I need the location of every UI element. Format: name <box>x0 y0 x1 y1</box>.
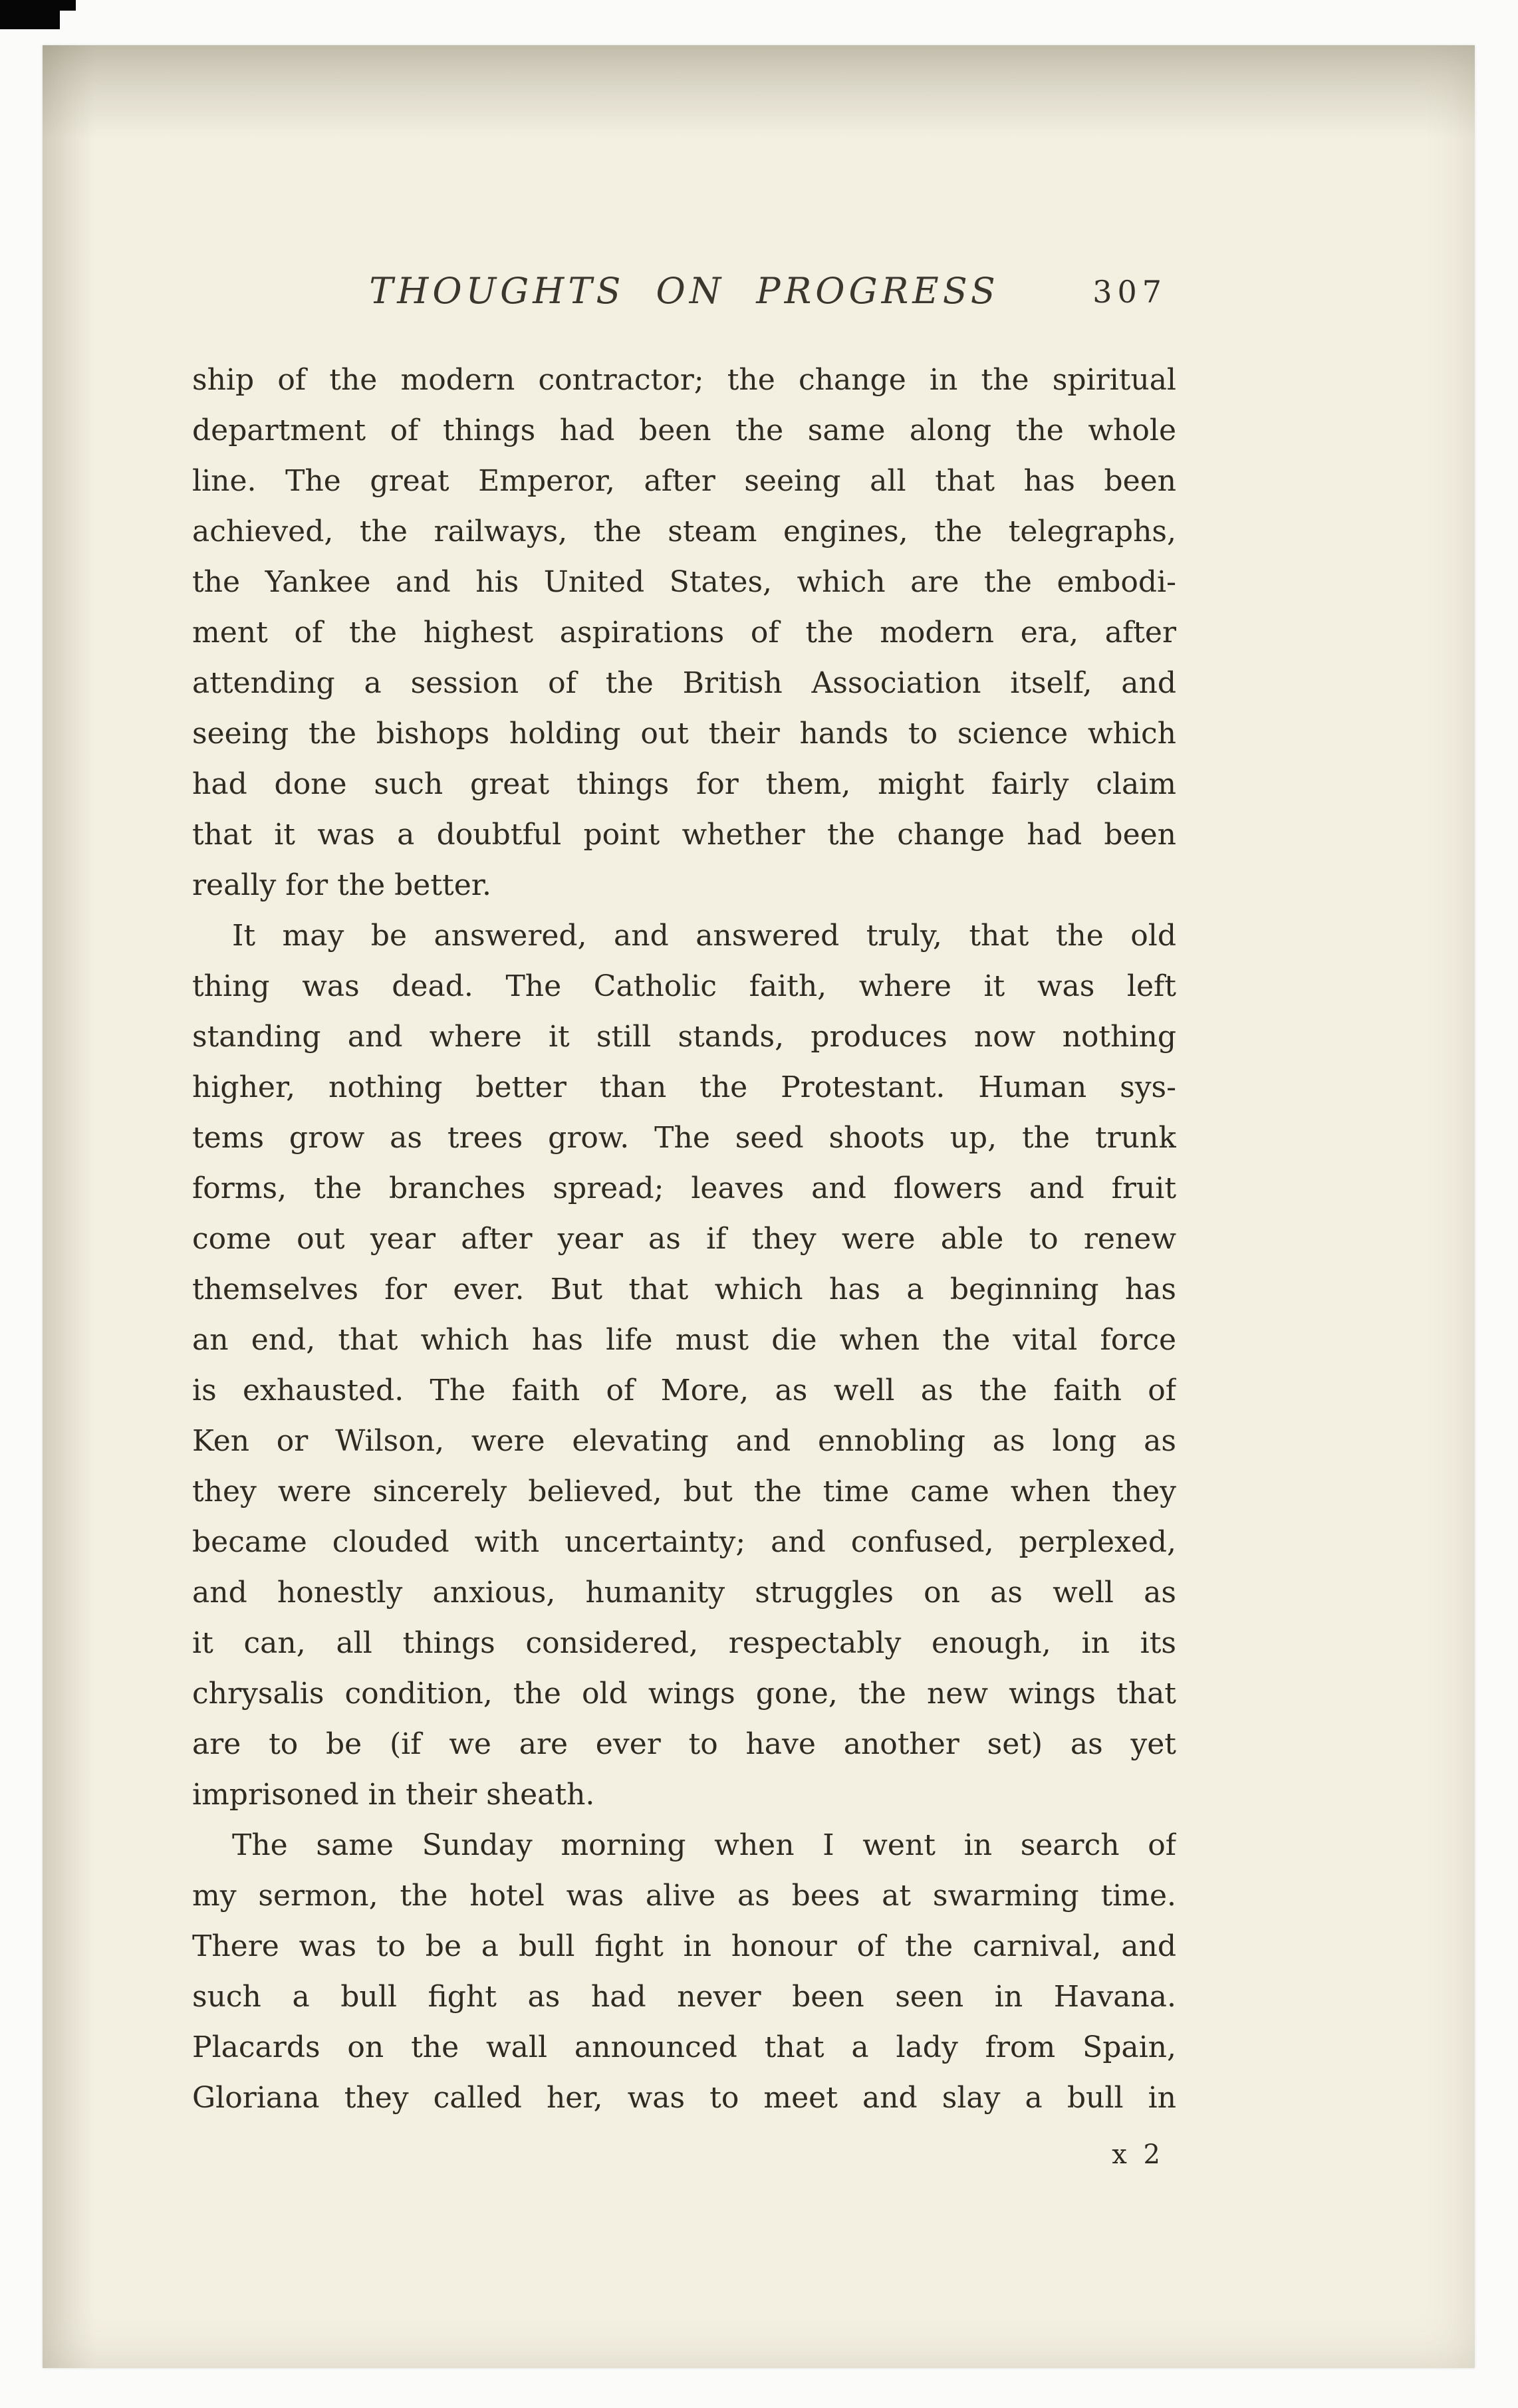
text-line: seeing the bishops holding out their hands to science which <box>192 717 1176 751</box>
text-line: come out year after year as if they were able to renew <box>192 1222 1176 1256</box>
paragraph <box>192 355 1176 911</box>
text-line: higher, nothing better than the Protestant. Human sys- <box>192 1070 1176 1104</box>
book-page <box>43 45 1475 2368</box>
text-line: an end, that which has life must die when the vital force <box>192 1323 1176 1357</box>
text-line: ment of the highest aspirations of the modern era, after <box>192 616 1176 650</box>
text-line: tems grow as trees grow. The seed shoots up, the trunk <box>192 1121 1176 1155</box>
text-line: imprisoned in their sheath. <box>192 1778 595 1812</box>
text-line: really for the better. <box>192 868 491 902</box>
text-line: the Yankee and his United States, which are the embodi- <box>192 565 1176 599</box>
text-line: such a bull fight as had never been seen in Havana. <box>192 1980 1176 2014</box>
text-line: standing and where it still stands, produces now nothing <box>192 1020 1176 1054</box>
text-line: It may be answered, and answered truly, that the old <box>232 919 1176 953</box>
text-line: Ken or Wilson, were elevating and ennobling as long as <box>192 1424 1176 1458</box>
text-line: my sermon, the hotel was alive as bees at swarming time. <box>192 1879 1176 1913</box>
text-line: department of things had been the same along the whole <box>192 414 1176 447</box>
scan-artifact-corner <box>0 0 60 29</box>
text-line: achieved, the railways, the steam engines, the telegraphs, <box>192 515 1176 548</box>
text-line: and honestly anxious, humanity struggles on as well as <box>192 1576 1176 1610</box>
running-header <box>192 270 1176 316</box>
text-line: thing was dead. The Catholic faith, where it was left <box>192 969 1176 1003</box>
text-line: that it was a doubtful point whether the change had been <box>192 818 1176 852</box>
running-header-title: THOUGHTS ON PROGRESS <box>369 270 999 312</box>
text-line: forms, the branches spread; leaves and flowers and fruit <box>192 1171 1176 1205</box>
text-line: Gloriana they called her, was to meet and slay a bull in <box>192 2081 1176 2115</box>
text-line: they were sincerely believed, but the time came when they <box>192 1475 1176 1508</box>
text-line: became clouded with uncertainty; and confused, perplexed, <box>192 1525 1176 1559</box>
signature-mark: x 2 <box>1112 2139 1164 2170</box>
text-line: is exhausted. The faith of More, as well as the faith of <box>192 1374 1176 1407</box>
text-line: it can, all things considered, respectably enough, in its <box>192 1626 1176 1660</box>
body-text <box>192 355 1176 2123</box>
text-line: ship of the modern contractor; the change in the spiritual <box>192 363 1176 397</box>
scan-artifact-corner-small <box>60 0 76 11</box>
paragraph <box>192 1820 1176 2123</box>
text-line: There was to be a bull fight in honour of the carnival, and <box>192 1929 1176 1963</box>
text-line: The same Sunday morning when I went in search of <box>232 1828 1176 1862</box>
text-line: chrysalis condition, the old wings gone, the new wings that <box>192 1677 1176 1711</box>
text-line: had done such great things for them, might fairly claim <box>192 767 1176 801</box>
text-line: themselves for ever. But that which has a beginning has <box>192 1272 1176 1306</box>
text-line: are to be (if we are ever to have another set) as yet <box>192 1727 1176 1761</box>
text-line: line. The great Emperor, after seeing all that has been <box>192 464 1176 498</box>
page-number: 307 <box>1092 274 1167 310</box>
text-line: Placards on the wall announced that a lady from Spain, <box>192 2030 1176 2064</box>
text-line: attending a session of the British Association itself, and <box>192 666 1176 700</box>
paragraph <box>192 911 1176 1820</box>
